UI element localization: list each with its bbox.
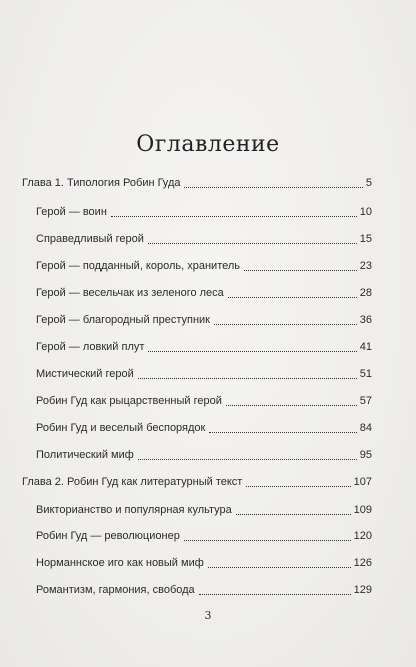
toc-entry-page: 5 (365, 177, 372, 189)
toc-entry-page: 120 (353, 530, 372, 542)
toc-leader-dots (228, 295, 357, 298)
toc-entry-label: Справедливый герой (36, 233, 144, 245)
toc-entry-label: Викторианство и популярная культура (36, 504, 232, 516)
toc-entry (36, 554, 372, 570)
toc-entry (36, 446, 372, 462)
toc-entry (36, 338, 372, 354)
toc-entry-label: Робин Гуд и веселый беспорядок (36, 422, 206, 434)
toc-entry-page: 10 (359, 206, 372, 218)
toc-entry-label: Герой — благородный преступник (36, 314, 210, 326)
toc-leader-dots (148, 349, 356, 352)
toc-entry-page: 57 (359, 395, 372, 407)
toc-entry-page: 84 (359, 422, 372, 434)
toc-entry-page: 51 (359, 368, 372, 380)
toc-leader-dots (236, 512, 351, 515)
toc-entry-label: Робин Гуд как рыцарственный герой (36, 395, 222, 407)
toc-leader-dots (246, 484, 350, 487)
toc-entry-page: 126 (353, 557, 372, 569)
toc-entry-page: 28 (359, 287, 372, 299)
toc-entry (36, 392, 372, 408)
toc-entry-label: Герой — воин (36, 206, 107, 218)
toc-entry-page: 109 (353, 504, 372, 516)
toc-leader-dots (148, 241, 357, 244)
toc-entry-page: 15 (359, 233, 372, 245)
toc-entry-page: 23 (359, 260, 372, 272)
toc-entry (22, 473, 372, 489)
toc-entry (36, 527, 372, 543)
toc-entry-page: 129 (353, 584, 372, 596)
toc-entry-label: Герой — подданный, король, хранитель (36, 260, 241, 272)
toc-leader-dots (226, 403, 357, 406)
toc-leader-dots (184, 185, 362, 188)
toc-entry (36, 284, 372, 300)
toc-leader-dots (199, 592, 351, 595)
page-number: 3 (204, 609, 212, 622)
toc-entry-label: Политический миф (36, 449, 134, 461)
toc-entry-label: Глава 1. Типология Робин Гуда (22, 177, 181, 189)
toc-entry-label: Робин Гуд — революционер (36, 530, 180, 542)
toc-entry (36, 311, 372, 327)
toc-entry-page: 95 (359, 449, 372, 461)
toc-leader-dots (138, 376, 357, 379)
toc-entry-label: Романтизм, гармония, свобода (36, 584, 195, 596)
toc-entry (36, 581, 372, 597)
toc-leader-dots (244, 268, 357, 271)
toc-leader-dots (138, 457, 357, 460)
toc-entry (22, 174, 372, 190)
toc-leader-dots (209, 430, 356, 433)
toc-entry-label: Герой — весельчак из зеленого леса (36, 287, 224, 299)
toc-entry (36, 419, 372, 435)
toc-entry-label: Мистический герой (36, 368, 134, 380)
toc-leader-dots (208, 565, 351, 568)
toc-entry (36, 230, 372, 246)
toc-entry-page: 41 (359, 341, 372, 353)
toc-entry-page: 107 (353, 476, 372, 488)
toc-leader-dots (184, 538, 351, 541)
page-title: Оглавление (136, 132, 280, 157)
toc-entry-label: Норманнское иго как новый миф (36, 557, 204, 569)
toc-leader-dots (214, 322, 357, 325)
toc-entry (36, 501, 372, 517)
toc-entry (36, 203, 372, 219)
toc-entry-label: Герой — ловкий плут (36, 341, 145, 353)
toc-entry (36, 365, 372, 381)
toc-entry-label: Глава 2. Робин Гуд как литературный текст (22, 476, 243, 488)
toc-entry-page: 36 (359, 314, 372, 326)
toc-entry (36, 257, 372, 273)
toc-leader-dots (111, 214, 357, 217)
